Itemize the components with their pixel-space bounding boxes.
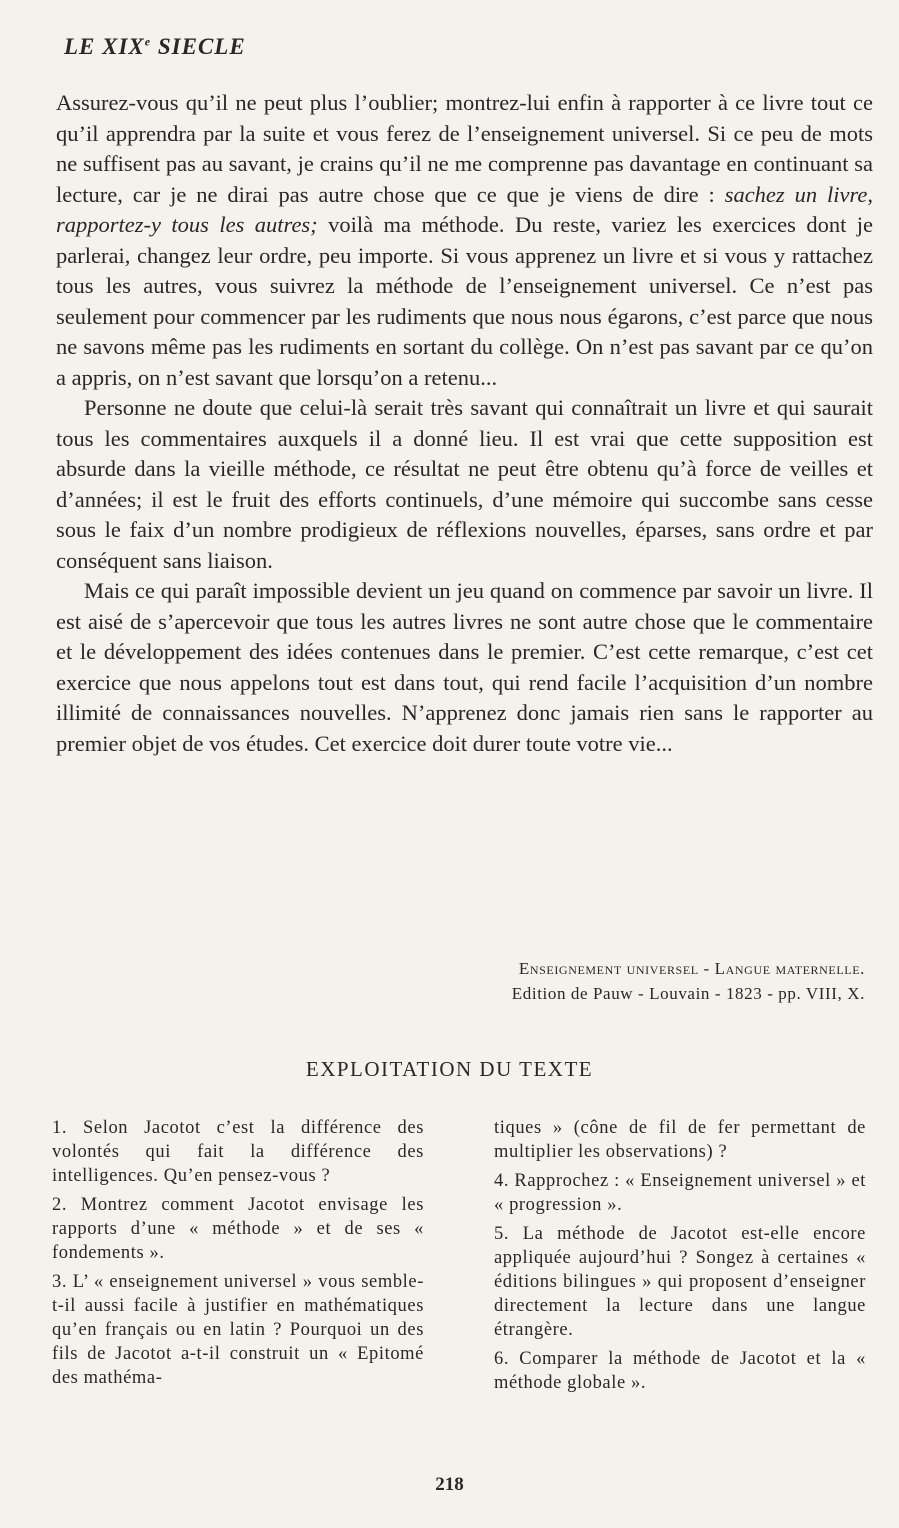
running-head-suffix: SIECLE <box>151 34 246 59</box>
paragraph-3: Mais ce qui paraît impossible devient un jeu quand on commence par savoir un livre. Il est aisé de s’apercevoir que tous les autres livres ne sont autre chose que le commentaire et le développement des idées contenues dans le premier. C’est cette remarque, c’est cet exercice que nous appelons tout est dans tout, qui rend facile l’acquisition d’un nombre illimité de connaissances nouvelles. N’apprenez donc jamais rien sans le rapporter au premier objet de vos études. Cet exercice doit durer toute votre vie... <box>56 578 873 756</box>
paragraph-1 <box>56 88 873 393</box>
question-4: 4. Rapprochez : « Enseignement universel » et « progression ». <box>494 1171 866 1215</box>
paragraph-1-end: voilà ma méthode. Du reste, variez les exercices dont je parlerai, changez leur ordre, peu importe. Si vous apprenez un livre et si vous y rattachez tous les autres, vous suivrez la méthode de l’enseignement universel. Ce n’est pas seulement pour commencer par les rudiments que nous nous égarons, c’est parce que nous ne savons même pas les rudiments en sortant du collège. On n’est pas savant par ce qu’on a appris, on n’est savant que lorsqu’on a retenu... <box>56 212 873 390</box>
questions-column-right <box>494 1116 866 1400</box>
question-3: 3. L’ « enseignement universel » vous semble-t-il aussi facile à justifier en mathématiques qu’en français ou en latin ? Pourquoi un des fils de Jacotot a-t-il construit un « Epitomé des mathéma- <box>52 1272 424 1388</box>
section-title: EXPLOITATION DU TEXTE <box>305 1057 594 1081</box>
question-6: 6. Comparer la méthode de Jacotot et la « méthode globale ». <box>494 1349 866 1393</box>
question-3-continued: tiques » (cône de fil de fer permettant de multiplier les observations) ? <box>494 1118 866 1162</box>
questions-column-left <box>52 1116 424 1395</box>
question-2: 2. Montrez comment Jacotot envisage les rapports d’une « méthode » et de ses « fondements ». <box>52 1195 424 1263</box>
running-head-title: LE XIX <box>64 34 145 59</box>
source-citation <box>512 956 865 1006</box>
source-edition: Edition de Pauw - Louvain - 1823 - pp. VIII, X. <box>511 984 865 1003</box>
main-text <box>56 88 873 759</box>
paragraph-2: Personne ne doute que celui-là serait très savant qui connaîtrait un livre et qui saurait tous les commentaires auxquels il a donné lieu. Il est vrai que cette supposition est absurde dans la vieille méthode, ce résultat ne peut être obtenu qu’à force de veilles et d’années; il est le fruit des efforts continuels, d’une mémoire qui succombe sans cesse sous le faix d’un nombre prodigieux de réflexions nouvelles, éparses, sans ordre et par conséquent sans liaison. <box>56 395 873 573</box>
running-head <box>64 34 246 60</box>
question-1: 1. Selon Jacotot c’est la différence des volontés qui fait la différence des intelligences. Qu’en pensez-vous ? <box>52 1118 424 1186</box>
paragraph-1-start: Assurez-vous qu’il ne peut plus l’oublier; montrez-lui enfin à rapporter à ce livre tout ce qu’il apprendra par la suite et vous ferez de l’enseignement universel. Si ce peu de mots ne suffisent pas au savant, je crains qu’il ne me comprenne pas davantage en continuant sa lecture, car je ne dirai pas autre chose que ce que je viens de dire : <box>56 90 873 207</box>
source-title: Enseignement universel - Langue maternelle. <box>518 959 865 978</box>
page-number: 218 <box>435 1474 464 1495</box>
paragraph-1-emphasis: sachez un livre, rapportez-y tous les autres; <box>56 181 873 237</box>
question-5: 5. La méthode de Jacotot est-elle encore appliquée aujourd’hui ? Songez à certaines « éditions bilingues » qui proposent d’enseigner directement la lecture dans une langue étrangère. <box>494 1224 866 1340</box>
running-head-superscript: e <box>144 34 152 49</box>
